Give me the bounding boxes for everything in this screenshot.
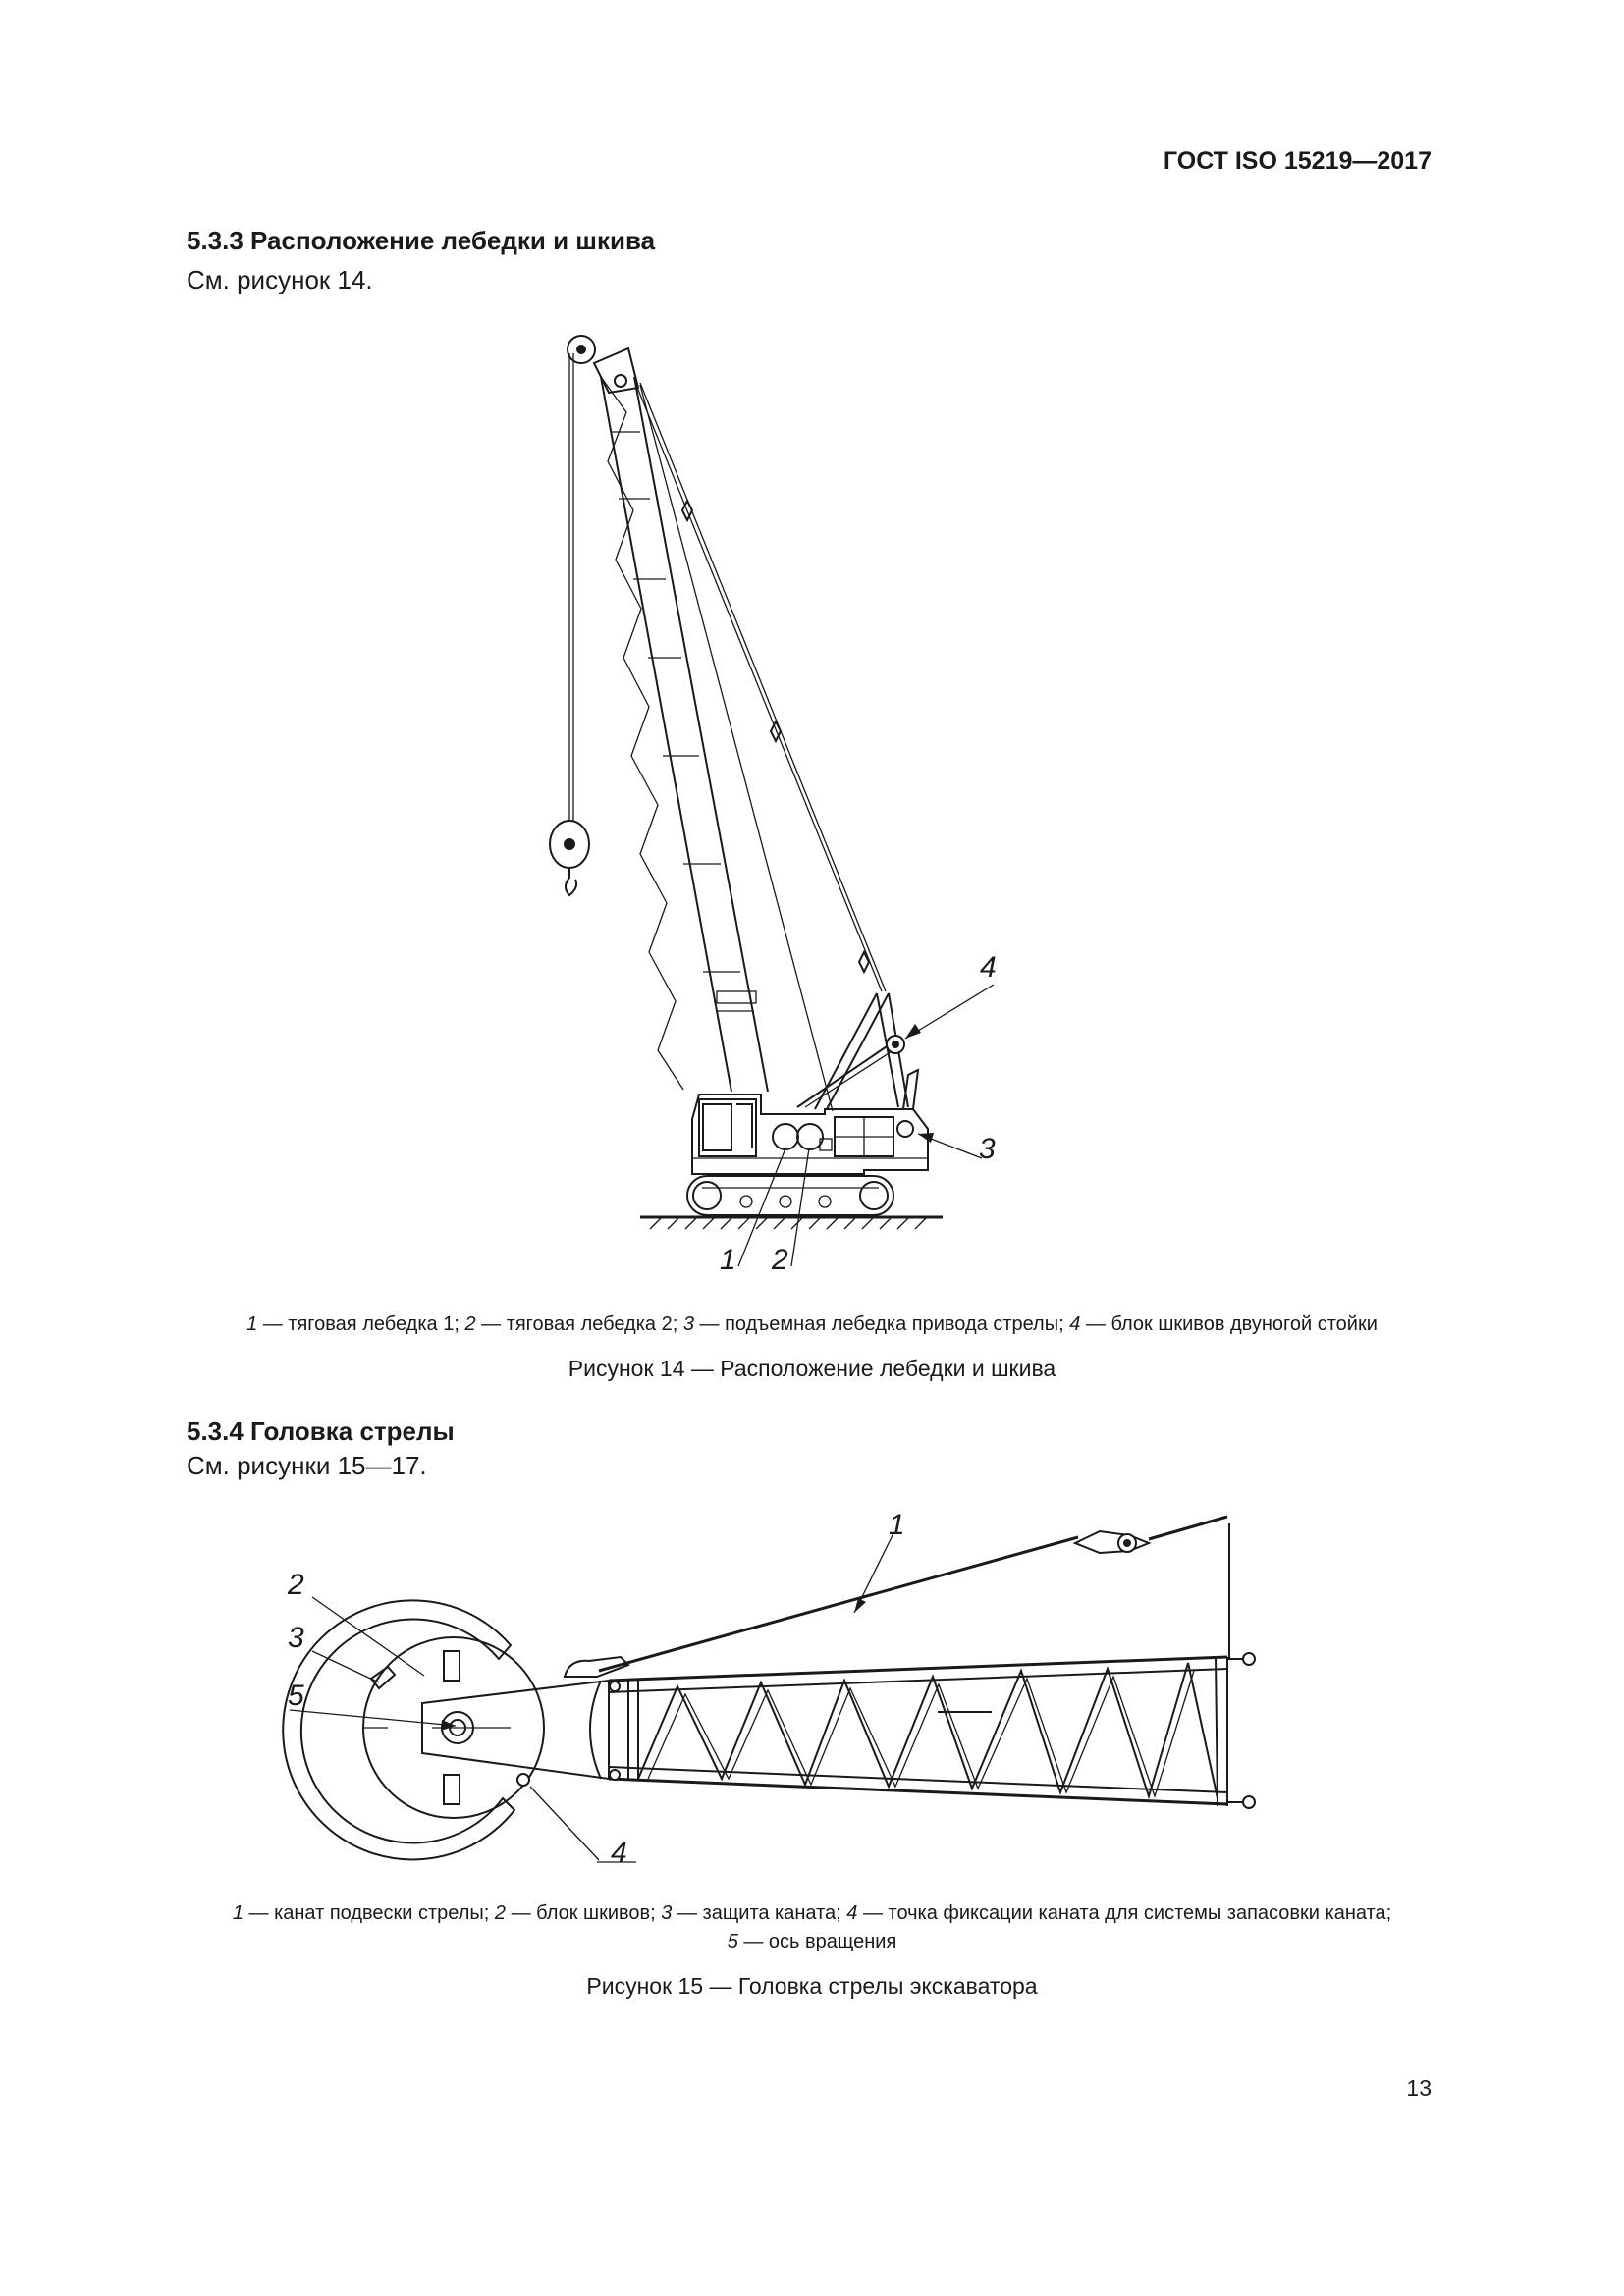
fig14-label-3: 3 [979,1133,996,1165]
figure-15-legend [79,1899,1545,1956]
section-title-5-3-4: 5.3.4 Головка стрелы [187,1416,455,1446]
figure-14-legend: 1 — тяговая лебедка 1; 2 — тяговая лебедка 2; 3 — подъемная лебедка привода стрелы; 4 — блок шкивов двуногой стойки [246,1313,1378,1335]
figure-14-caption: Рисунок 14 — Расположение лебедки и шкива [568,1356,1056,1381]
figure-15-legend-line-2: 5 — ось вращения [727,1931,897,1952]
fig15-label-4: 4 [611,1837,627,1869]
fig14-label-2: 2 [772,1244,788,1276]
page-number: 13 [1406,2075,1432,2101]
section-ref-5-3-4: См. рисунки 15—17. [187,1451,427,1480]
fig15-label-2: 2 [288,1569,304,1601]
fig14-label-4: 4 [980,951,997,984]
fig15-label-1: 1 [889,1509,905,1541]
figure-15-caption: Рисунок 15 — Головка стрелы экскаватора [586,1973,1038,1999]
figure-15-legend-line-1: 1 — канат подвески стрелы; 2 — блок шкивов; 3 — защита каната; 4 — точка фиксации каната для системы запасовки каната; [232,1902,1392,1924]
fig15-label-5: 5 [288,1680,304,1712]
fig14-label-1: 1 [720,1244,736,1276]
section-title-5-3-3: 5.3.3 Расположение лебедки и шкива [187,226,656,255]
document-header: ГОСТ ISO 15219—2017 [1163,147,1432,175]
section-ref-5-3-3: См. рисунок 14. [187,265,373,294]
fig15-label-3: 3 [288,1622,304,1654]
